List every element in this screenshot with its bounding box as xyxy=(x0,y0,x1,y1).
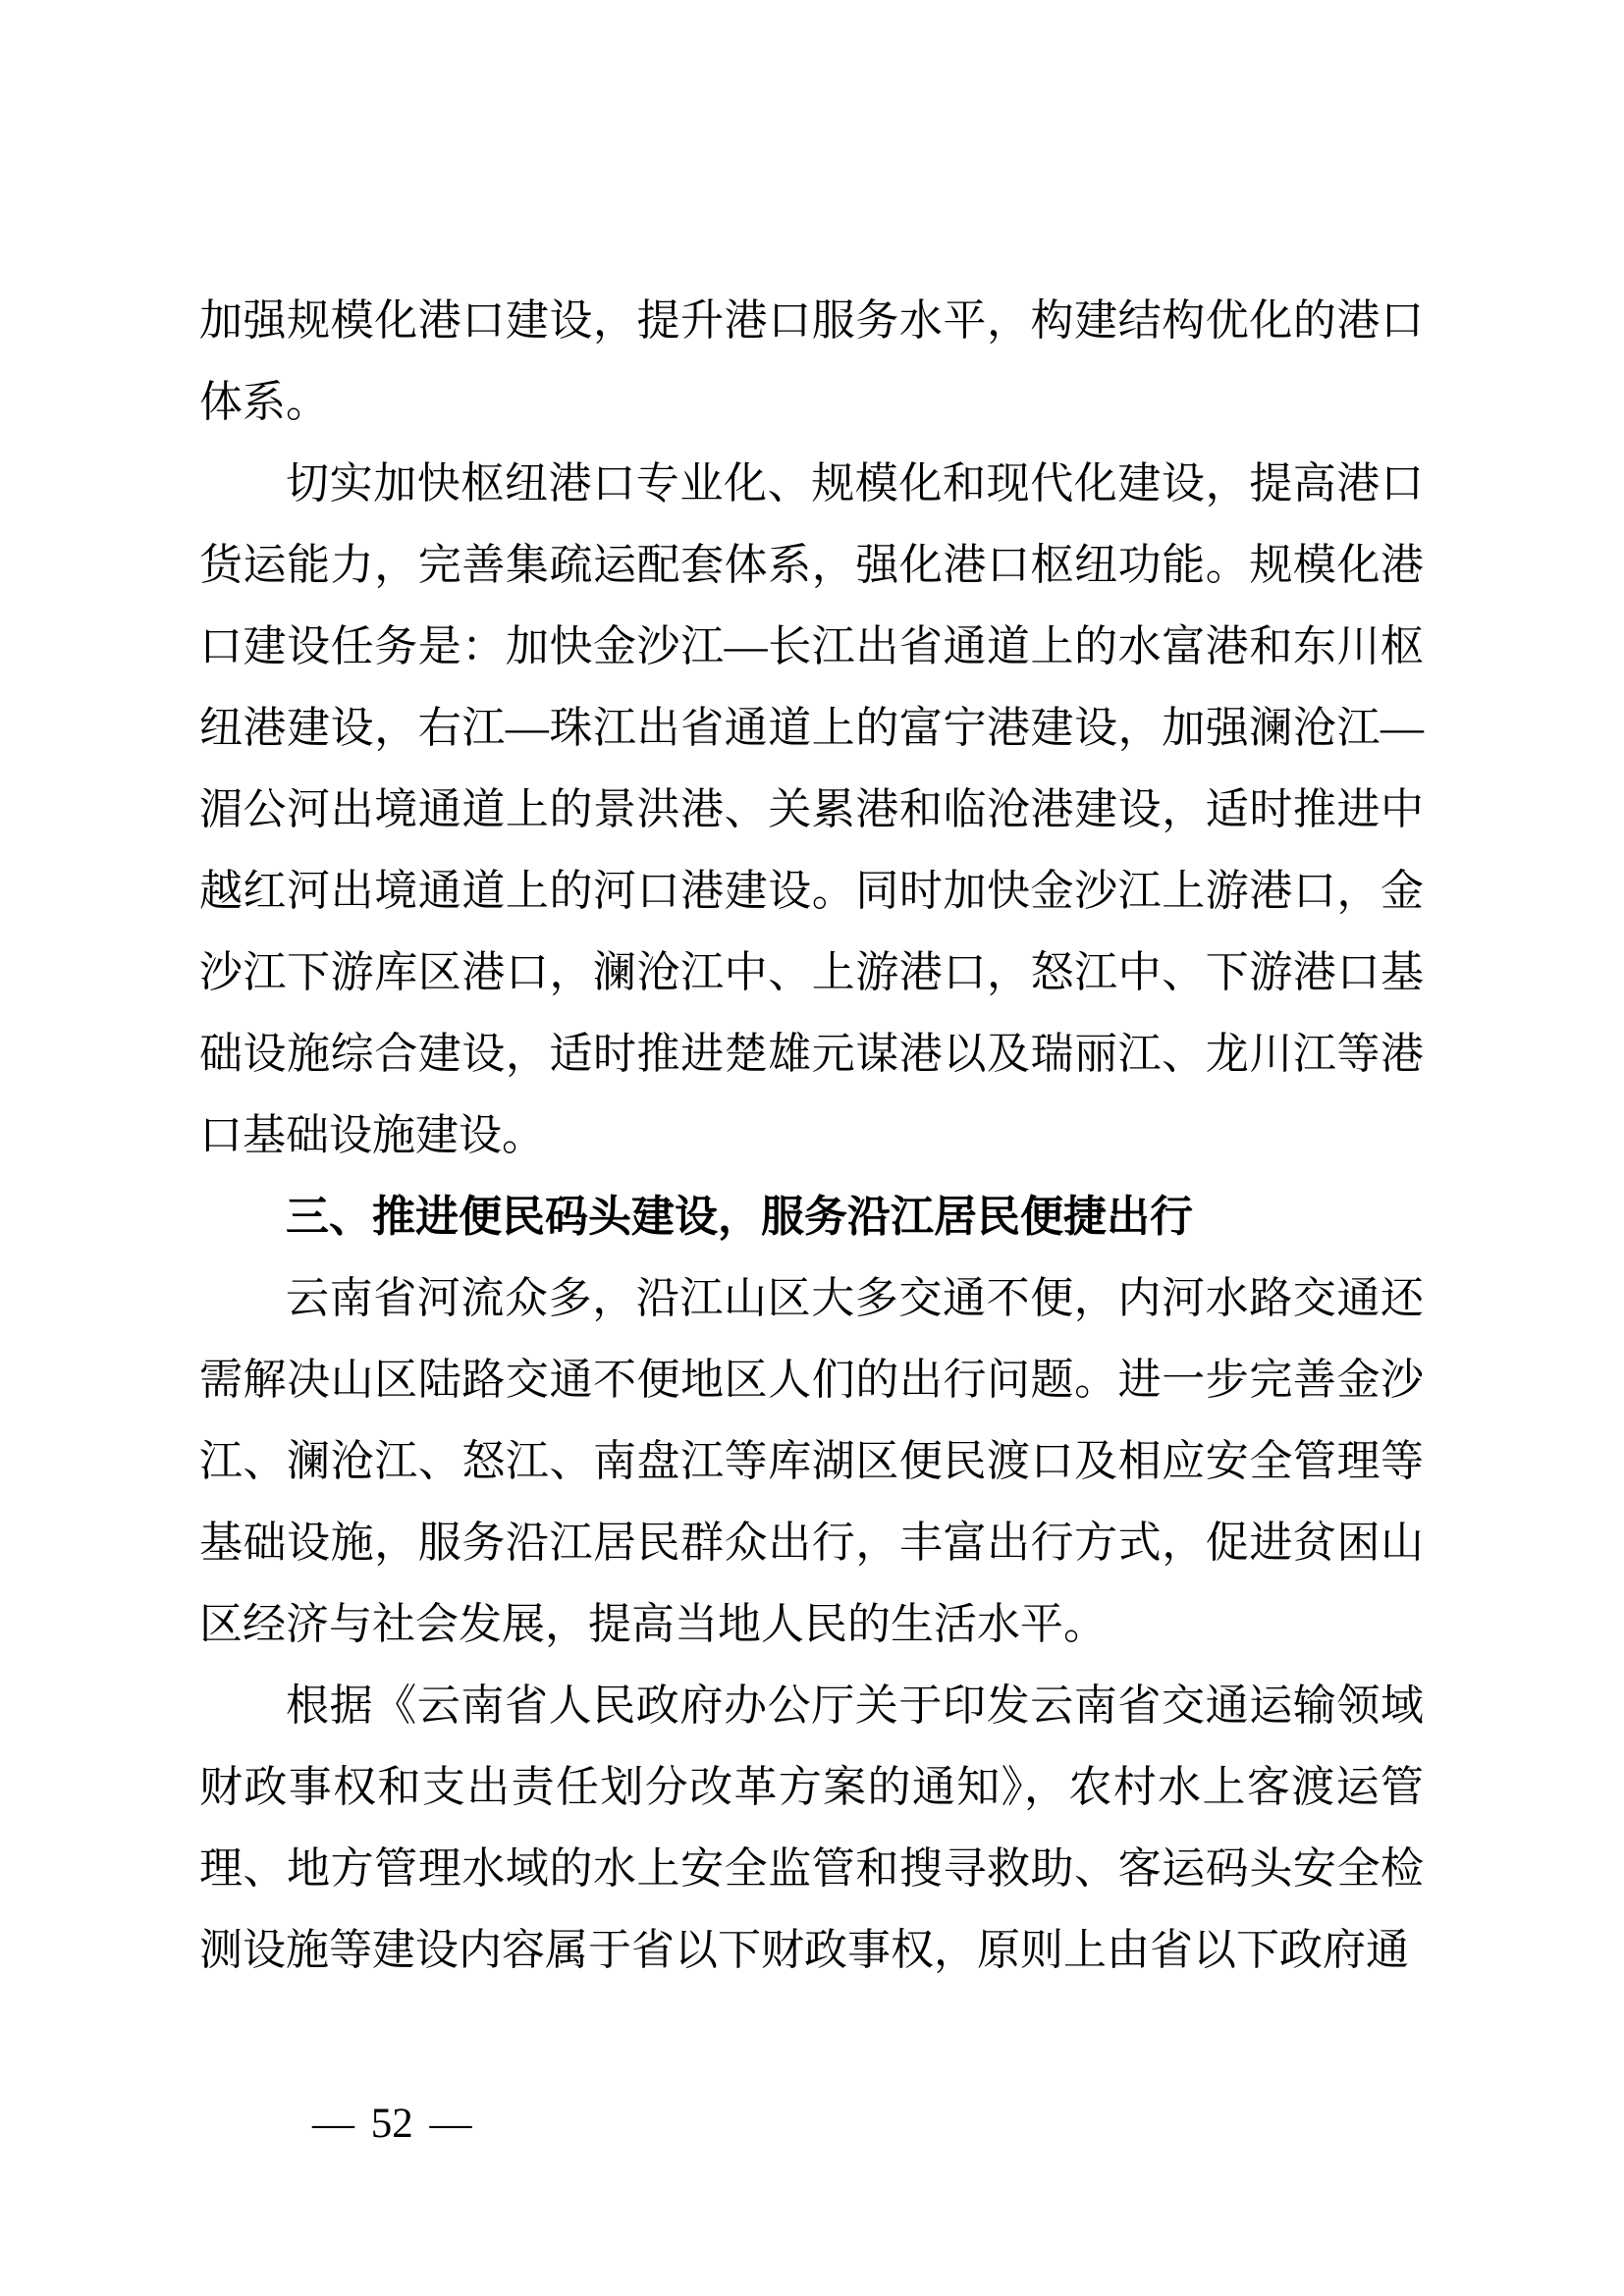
body-paragraph: 加强规模化港口建设，提升港口服务水平，构建结构优化的港口体系。 xyxy=(199,296,1424,426)
document-body xyxy=(199,280,1424,1991)
body-paragraph: 云南省河流众多，沿江山区大多交通不便，内河水路交通还需解决山区陆路交通不便地区人们的出行问题。进一步完善金沙江、澜沧江、怒江、南盘江等库湖区便民渡口及相应安全管理等基础设施，服务沿江居民群众出行，丰富出行方式，促进贫困山区经济与社会发展，提高当地人民的生活水平。 xyxy=(199,1274,1424,1648)
page-footer xyxy=(312,2103,472,2145)
body-paragraph: 切实加快枢纽港口专业化、规模化和现代化建设，提高港口货运能力，完善集疏运配套体系，强化港口枢纽功能。规模化港口建设任务是：加快金沙江—长江出省通道上的水富港和东川枢纽港建设，右江—珠江出省通道上的富宁港建设，加强澜沧江—湄公河出境通道上的景洪港、关累港和临沧港建设，适时推进中越红河出境通道上的河口港建设。同时加快金沙江上游港口，金沙江下游库区港口，澜沧江中、上游港口，怒江中、下游港口基础设施综合建设，适时推进楚雄元谋港以及瑞丽江、龙川江等港口基础设施建设。 xyxy=(199,459,1424,1159)
section-heading: 三、推进便民码头建设，服务沿江居民便捷出行 xyxy=(286,1193,1193,1241)
body-paragraph: 根据《云南省人民政府办公厅关于印发云南省交通运输领域财政事权和支出责任划分改革方案的通知》，农村水上客渡运管理、地方管理水域的水上安全监管和搜寻救助、客运码头安全检测设施等建设内容属于省以下财政事权，原则上由省以下政府通 xyxy=(199,1682,1424,1974)
page-number: — 52 — xyxy=(312,2101,472,2147)
